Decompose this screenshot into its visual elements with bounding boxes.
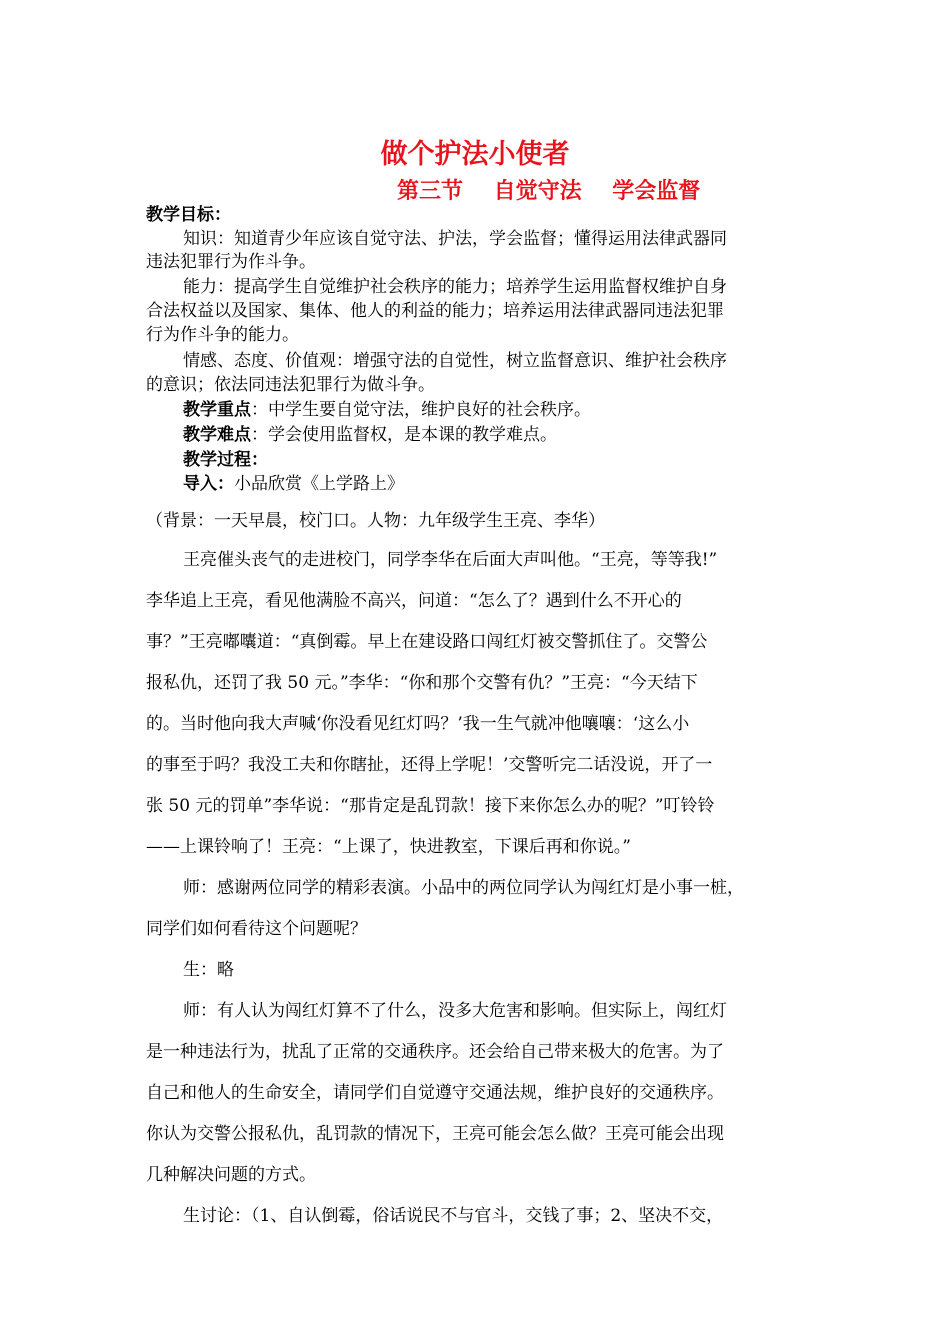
intro-label: 导入： <box>183 474 234 494</box>
objective-emotion-line: 的意识；依法同违法犯罪行为做斗争。 <box>146 375 435 395</box>
teacher-line: 同学们如何看待这个问题呢？ <box>146 919 367 939</box>
story-line: 的。当时他向我大声喊‘你没看见红灯吗？’我一生气就冲他嚷嚷：‘这么小 <box>146 714 690 734</box>
teacher-line: 几种解决问题的方式。 <box>146 1165 316 1185</box>
objective-knowledge-line: 知识：知道青少年应该自觉守法、护法，学会监督；懂得运用法律武器同 <box>183 229 727 249</box>
process-heading: 教学过程： <box>183 450 268 470</box>
teacher-line: 自己和他人的生命安全，请同学们自觉遵守交通法规，维护良好的交通秩序。 <box>146 1083 724 1103</box>
intro <box>183 473 404 495</box>
teacher-line: 师：有人认为闯红灯算不了什么，没多大危害和影响。但实际上，闯红灯 <box>183 1001 727 1021</box>
objective-emotion-line: 情感、态度、价值观：增强守法的自觉性，树立监督意识、维护社会秩序 <box>183 351 727 371</box>
section-subtitle: 第三节 自觉守法 学会监督 <box>397 179 701 204</box>
difficulty <box>183 424 557 446</box>
story-line: 的事至于吗？我没工夫和你瞎扯，还得上学呢！’交警听完二话没说，开了一 <box>146 755 713 775</box>
story-line: 李华追上王亮，看见他满脸不高兴，问道：“怎么了？遇到什么不开心的 <box>146 591 682 611</box>
key-point-label: 教学重点 <box>183 400 251 420</box>
objective-knowledge-line: 违法犯罪行为作斗争。 <box>146 252 316 272</box>
student-discussion-line: 生讨论：（1、自认倒霉，俗话说民不与官斗，交钱了事；2、坚决不交， <box>183 1206 724 1226</box>
story-line: 张 50 元的罚单”李华说：“那肯定是乱罚款！接下来你怎么办的呢？”叮铃铃 <box>146 796 715 816</box>
key-point <box>183 399 591 421</box>
objective-ability-line: 合法权益以及国家、集体、他人的利益的能力；培养运用法律武器同违法犯罪 <box>146 301 724 321</box>
story-line: ——上课铃响了！王亮：“上课了，快进教室，下课后再和你说。” <box>146 837 631 857</box>
difficulty-label: 教学难点 <box>183 425 251 445</box>
story-line: 报私仇，还罚了我 50 元。”李华：“你和那个交警有仇？”王亮：“今天结下 <box>146 673 698 693</box>
teacher-line: 师：感谢两位同学的精彩表演。小品中的两位同学认为闯红灯是小事一桩， <box>183 878 744 898</box>
objective-ability-line: 行为作斗争的能力。 <box>146 325 299 345</box>
teacher-line: 是一种违法行为，扰乱了正常的交通秩序。还会给自己带来极大的危害。为了 <box>146 1042 724 1062</box>
background-note: （背景：一天早晨，校门口。人物：九年级学生王亮、李华） <box>146 511 605 531</box>
story-line: 事？”王亮嘟囔道：“真倒霉。早上在建设路口闯红灯被交警抓住了。交警公 <box>146 632 708 652</box>
teacher-line: 你认为交警公报私仇，乱罚款的情况下，王亮可能会怎么做？王亮可能会出现 <box>146 1124 724 1144</box>
intro-text: 小品欣赏《上学路上》 <box>234 474 404 494</box>
difficulty-text: ：学会使用监督权，是本课的教学难点。 <box>251 425 557 445</box>
student-line: 生：略 <box>183 960 234 980</box>
objectives-heading: 教学目标： <box>146 205 231 225</box>
objective-ability-line: 能力：提高学生自觉维护社会秩序的能力；培养学生运用监督权维护自身 <box>183 277 727 297</box>
key-point-text: ：中学生要自觉守法，维护良好的社会秩序。 <box>251 400 591 420</box>
page-title: 做个护法小使者 <box>380 139 570 170</box>
story-line: 王亮催头丧气的走进校门，同学李华在后面大声叫他。“王亮，等等我!” <box>183 550 718 570</box>
